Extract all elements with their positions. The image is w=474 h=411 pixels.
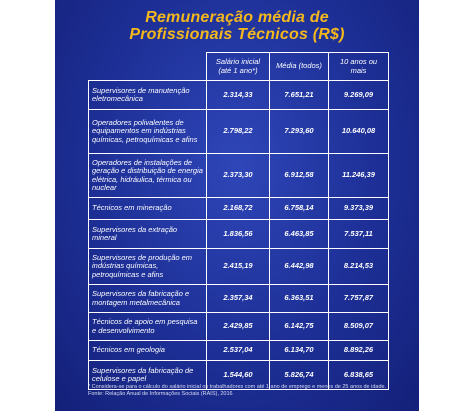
ten-years-salary-cell: 8.892,26 xyxy=(329,341,389,361)
profession-cell: Técnicos de apoio em pesquisa e desenvolvimento xyxy=(89,313,207,341)
header-initial-salary: Salário inicial (até 1 ano*) xyxy=(207,53,270,81)
profession-cell: Técnicos em mineração xyxy=(89,198,207,220)
table-row xyxy=(89,313,389,341)
profession-cell: Técnicos em geologia xyxy=(89,341,207,361)
ten-years-salary-cell: 9.269,09 xyxy=(329,81,389,110)
table-row xyxy=(89,198,389,220)
ten-years-salary-cell: 6.838,65 xyxy=(329,361,389,390)
header-average: Média (todos) xyxy=(270,53,329,81)
ten-years-salary-cell: 9.373,39 xyxy=(329,198,389,220)
table-row xyxy=(89,220,389,249)
title-line-1: Remuneração média de xyxy=(145,9,329,26)
profession-cell: Supervisores da fabricação e montagem metalmecânica xyxy=(89,285,207,313)
ten-years-salary-cell: 7.537,11 xyxy=(329,220,389,249)
table-row xyxy=(89,154,389,198)
profession-cell: Supervisores da fabricação de celulose e papel xyxy=(89,361,207,390)
ten-years-salary-cell: 8.214,53 xyxy=(329,249,389,285)
profession-cell: Operadores polivalentes de equipamentos em indústrias químicas, petroquímicas e afins xyxy=(89,110,207,154)
profession-cell: Supervisores de manutenção eletromecânica xyxy=(89,81,207,110)
footnote: * Considera-se para o cálculo do salário inicial os trabalhadores com até 1 ano de emprego e menos de 25 anos de idade. Fonte: Relação Anual de Informações Sociais (RAIS), 2016 xyxy=(88,384,387,397)
infographic-poster xyxy=(55,0,419,411)
average-salary-cell: 7.651,21 xyxy=(270,81,329,110)
initial-salary-cell: 2.168,72 xyxy=(207,198,270,220)
average-salary-cell: 6.463,85 xyxy=(270,220,329,249)
header-ten-years: 10 anos ou mais xyxy=(329,53,389,81)
ten-years-salary-cell: 7.757,87 xyxy=(329,285,389,313)
average-salary-cell: 6.142,75 xyxy=(270,313,329,341)
salary-table xyxy=(88,52,389,390)
table-row xyxy=(89,81,389,110)
average-salary-cell: 6.134,70 xyxy=(270,341,329,361)
initial-salary-cell: 2.415,19 xyxy=(207,249,270,285)
initial-salary-cell: 2.429,85 xyxy=(207,313,270,341)
average-salary-cell: 6.758,14 xyxy=(270,198,329,220)
average-salary-cell: 5.826,74 xyxy=(270,361,329,390)
initial-salary-cell: 1.544,60 xyxy=(207,361,270,390)
initial-salary-cell: 2.373,30 xyxy=(207,154,270,198)
ten-years-salary-cell: 8.509,07 xyxy=(329,313,389,341)
average-salary-cell: 6.912,58 xyxy=(270,154,329,198)
header-blank xyxy=(89,53,207,81)
initial-salary-cell: 2.537,04 xyxy=(207,341,270,361)
table-row xyxy=(89,341,389,361)
initial-salary-cell: 1.836,56 xyxy=(207,220,270,249)
table-row xyxy=(89,249,389,285)
header-row xyxy=(89,53,389,81)
initial-salary-cell: 2.314,33 xyxy=(207,81,270,110)
table-row xyxy=(89,285,389,313)
profession-cell: Operadores de instalações de geração e distribuição de energia elétrica, hidráulica, térmica ou nuclear xyxy=(89,154,207,198)
initial-salary-cell: 2.357,34 xyxy=(207,285,270,313)
profession-cell: Supervisores de produção em indústrias químicas, petroquímicas e afins xyxy=(89,249,207,285)
average-salary-cell: 6.363,51 xyxy=(270,285,329,313)
profession-cell: Supervisores da extração mineral xyxy=(89,220,207,249)
ten-years-salary-cell: 10.640,08 xyxy=(329,110,389,154)
title-line-2: Profissionais Técnicos (R$) xyxy=(129,26,345,43)
ten-years-salary-cell: 11.246,39 xyxy=(329,154,389,198)
initial-salary-cell: 2.798,22 xyxy=(207,110,270,154)
average-salary-cell: 7.293,60 xyxy=(270,110,329,154)
average-salary-cell: 6.442,98 xyxy=(270,249,329,285)
table-row xyxy=(89,110,389,154)
